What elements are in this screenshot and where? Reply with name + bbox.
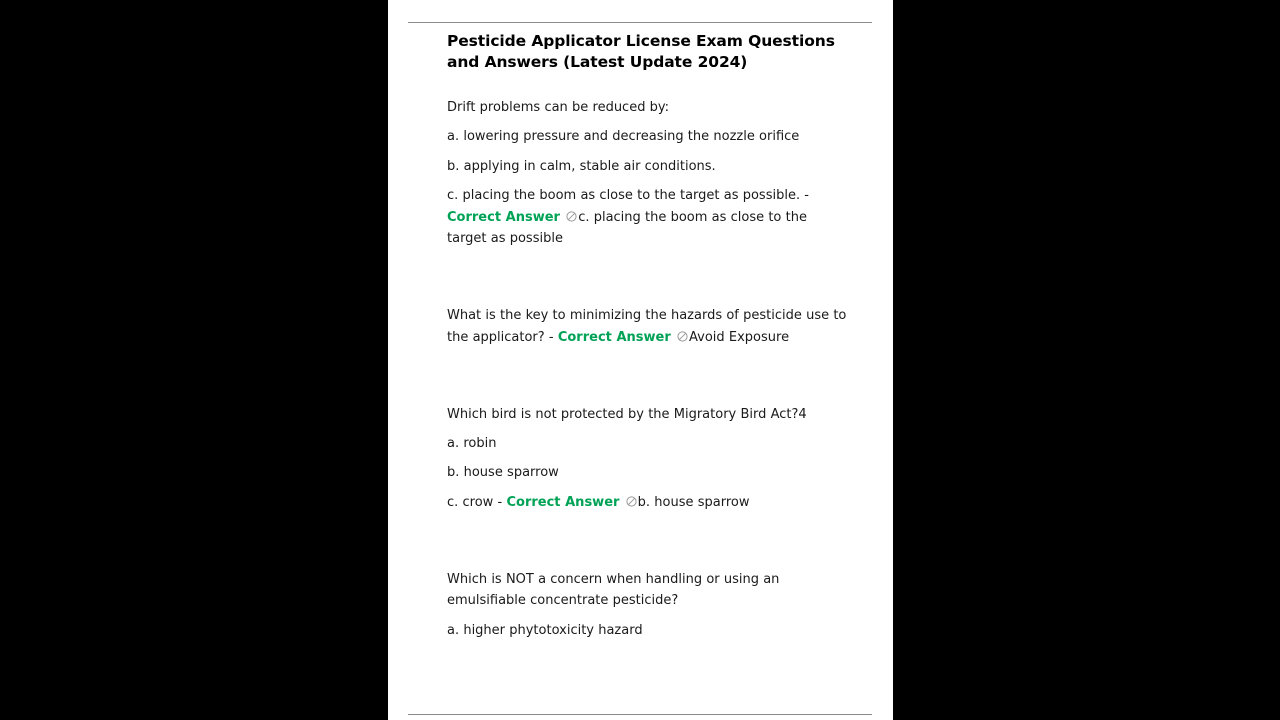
- letterbox-left: [0, 0, 388, 720]
- question-prompt-with-answer: [447, 305, 847, 349]
- correct-answer-text: b. house sparrow: [637, 494, 750, 510]
- correct-answer-label: Correct Answer: [447, 209, 560, 225]
- question-prompt: Which is NOT a concern when handling or using an emulsifiable concentrate pesticide?: [447, 571, 780, 609]
- question-option-with-answer: [447, 185, 847, 250]
- question-option-text: c. crow -: [447, 494, 503, 510]
- qa-block-3: [447, 404, 847, 514]
- correct-answer-text: Avoid Exposure: [689, 330, 790, 346]
- question-option: a. robin: [447, 436, 497, 452]
- question-option: a. lowering pressure and decreasing the nozzle orifice: [447, 129, 800, 145]
- qa-block-4: [447, 569, 847, 642]
- question-option: b. house sparrow: [447, 465, 559, 481]
- page-title: Pesticide Applicator License Exam Questions and Answers (Latest Update 2024): [447, 32, 835, 71]
- question-prompt-text: What is the key to minimizing the hazards of pesticide use to the applicator? -: [447, 308, 847, 346]
- document-content: [447, 31, 847, 641]
- page-header-rule: [408, 22, 872, 23]
- page-footer-rule: [408, 714, 872, 715]
- question-option-with-answer: [447, 492, 847, 514]
- qa-block-1: [447, 97, 847, 250]
- document-page: [388, 0, 893, 720]
- question-option: b. applying in calm, stable air conditions.: [447, 158, 716, 174]
- qa-block-2: [447, 305, 847, 349]
- correct-answer-text: c. placing the boom as close to the target as possible: [447, 209, 807, 247]
- block-spacer: [447, 250, 847, 280]
- question-prompt: Which bird is not protected by the Migratory Bird Act?4: [447, 406, 807, 422]
- circle-slash-icon: [677, 331, 688, 342]
- correct-answer-label: Correct Answer: [557, 330, 671, 346]
- block-spacer: [447, 514, 847, 544]
- correct-answer-label: Correct Answer: [506, 494, 620, 510]
- circle-slash-icon: [566, 211, 577, 222]
- question-prompt: Drift problems can be reduced by:: [447, 100, 670, 115]
- letterbox-right: [893, 0, 1280, 720]
- circle-slash-icon: [626, 496, 637, 507]
- block-spacer: [447, 349, 847, 379]
- question-option-text: c. placing the boom as close to the target as possible. -: [447, 187, 809, 203]
- question-option: a. higher phytotoxicity hazard: [447, 622, 643, 638]
